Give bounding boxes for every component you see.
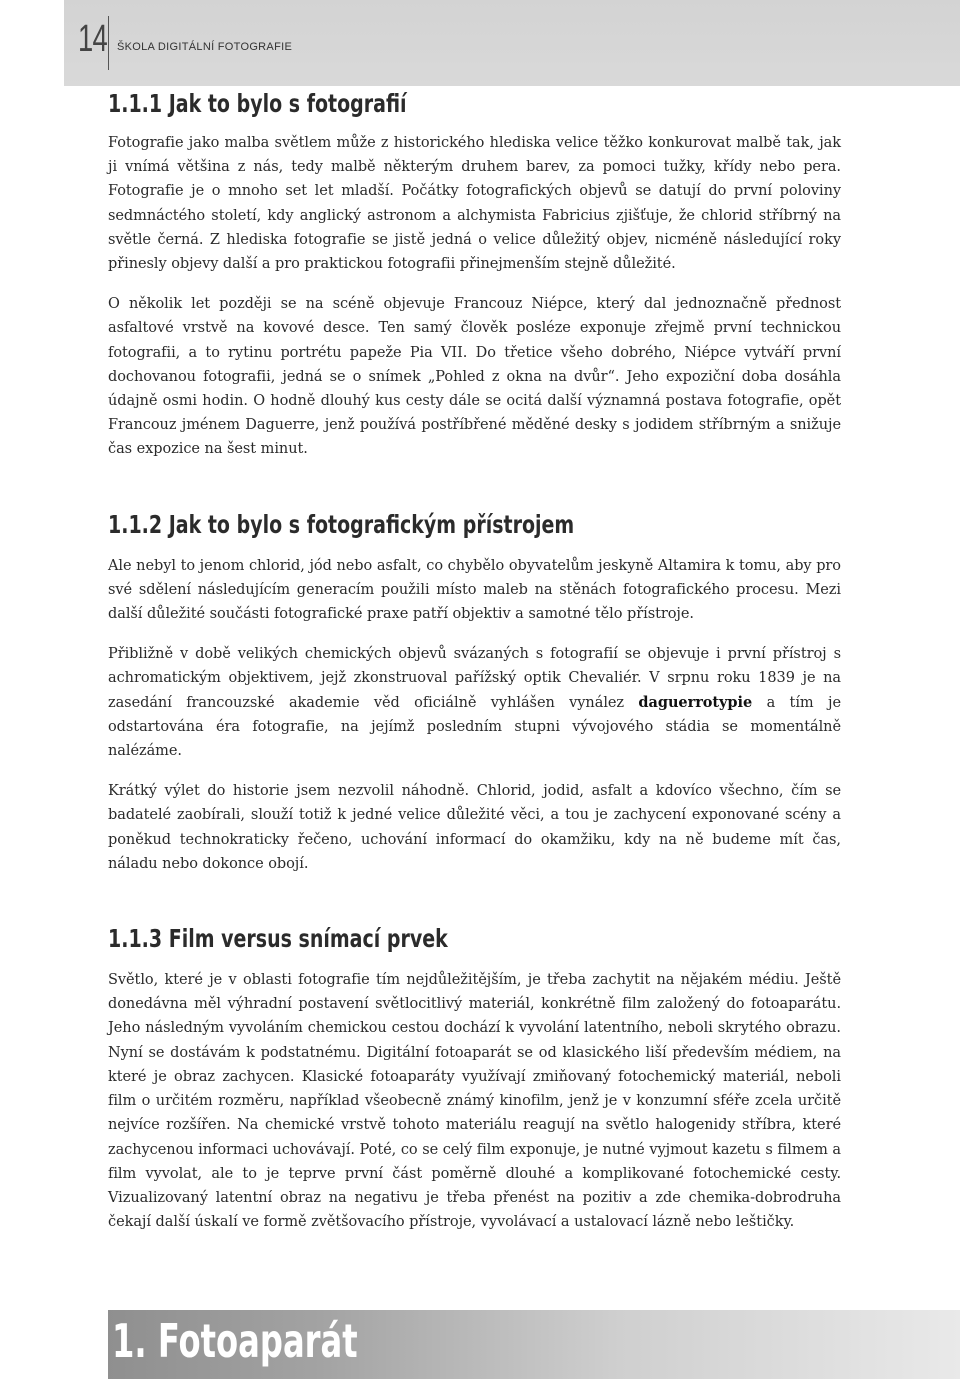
page-number: 14 bbox=[78, 18, 108, 60]
paragraph: Krátký výlet do historie jsem nezvolil náhodně. Chlorid, jodid, asfalt a kdovíco všechno, čím se badatelé zaobírali, slouží totiž k jedné velice důležité věci, a tou je zachycení exponované scény a poněkud technokraticky řečeno, uchování informací do okamžiku, kdy na ně budeme mít čas, náladu nebo dokonce obojí. bbox=[108, 783, 841, 872]
paragraph-text: Přibližně v době velikých chemických objevů svázaných s fotografií se objevuje i první přístroj s achromatickým objektivem, jejž zkonstruoval pařížský optik Chevaliér. V srpnu roku 1839 je na zasedání francouzské akademie věd oficiálně vyhlášen vynález bbox=[108, 646, 841, 711]
bold-term: daguerrotypie bbox=[638, 693, 753, 711]
section-heading-1-1-2: 1.1.2 Jak to bylo s fotografickým přístrojem bbox=[108, 509, 575, 539]
chapter-title: 1. Fotoaparát bbox=[112, 1314, 358, 1368]
running-title: ŠKOLA DIGITÁLNÍ FOTOGRAFIE bbox=[117, 41, 293, 53]
page-body bbox=[108, 88, 841, 1250]
paragraph: Světlo, které je v oblasti fotografie tím nejdůležitějším, je třeba zachytit na nějakém médiu. Ještě donedávna měl výhradní postavení světlocitlivý materiál, konkrétně film založený do fotoaparátu. Jeho následným vyvoláním chemickou cestou dochází k vyvolání latentního, neboli skrytého obrazu. Nyní se dostávám k podstatnému. Digitální fotoaparát se od klasického liší především médiem, na které je obraz zachycen. Klasické fotoaparáty využívají zmiňovaný fotochemický materiál, neboli film o určitém rozměru, například všeobecně známý kinofilm, jenž je v konzumní sféře zcela určitě nejvíce rozšířen. Na chemické vrstvě tohoto materiálu reagují na světlo halogenidy stříbra, které zachycenou informaci uchovávají. Poté, co se celý film exponuje, je nutné vyjmout kazetu s filmem a film vyvolat, ale to je teprve první část poměrně dlouhé a komplikované fotochemické cesty. Vizualizovaný latentní obraz na negativu je třeba přenést na pozitiv a zde chemika-dobrodruha čekají další úskalí ve formě zvětšovacího přístroje, vyvolávací a ustalovací lázně nebo leštičky. bbox=[108, 972, 841, 1231]
section-heading-1-1-1: 1.1.1 Jak to bylo s fotografií bbox=[108, 89, 407, 118]
section-heading-1-1-3: 1.1.3 Film versus snímací prvek bbox=[108, 924, 448, 954]
paragraph-text: a tím je odstartována éra fotografie, na jejímž posledním stupni vývojového stádia se momentálně nalézáme. bbox=[108, 694, 841, 760]
paragraph: Ale nebyl to jenom chlorid, jód nebo asfalt, co chybělo obyvatelům jeskyně Altamira k tomu, aby pro své sdělení následujícím generacím použili místo maleb na stěnách fotografického procesu. Mezi další důležité součásti fotografické praxe patří objektiv a samotné tělo přístroje. bbox=[108, 557, 841, 623]
paragraph: Fotografie jako malba světlem může z historického hlediska velice těžko konkurovat malbě tak, jak ji vnímá většina z nás, tedy malbě některým druhem barev, za pomoci tužky, křídy nebo pera. Fotografie je o mnoho set let mladší. Počátky fotografických objevů se datují do první poloviny sedmnáctého století, kdy anglický astronom a alchymista Fabricius zjišťuje, že chlorid stříbrný na světle černá. Z hlediska fotografie se jistě jedná o velice důležitý objev, nicméně následující roky přinesly objevy další a pro praktickou fotografii přinejmenším stejně důležité. bbox=[108, 135, 841, 273]
paragraph bbox=[108, 642, 841, 763]
paragraph: O několik let později se na scéně objevuje Francouz Niépce, který dal jednoznačně přednost asfaltové vrstvě na kovové desce. Ten samý člověk posléze exponuje zřejmě první technickou fotografii, a to rytinu portrétu papeže Pia VII. Do třetice všeho dobrého, Niépce vytváří první dochovanou fotografii, jedná se o snímek „Pohled z okna na dvůr“. Jeho expoziční doba dosáhla údajně osmi hodin. O hodně dlouhý kus cesty dále se ocitá další významná postava fotografie, opět Francouz jménem Daguerre, jenž používá postříbřené měděné desky s jodidem stříbrným a snižuje čas expozice na šest minut. bbox=[108, 296, 841, 458]
header-divider bbox=[108, 16, 109, 70]
